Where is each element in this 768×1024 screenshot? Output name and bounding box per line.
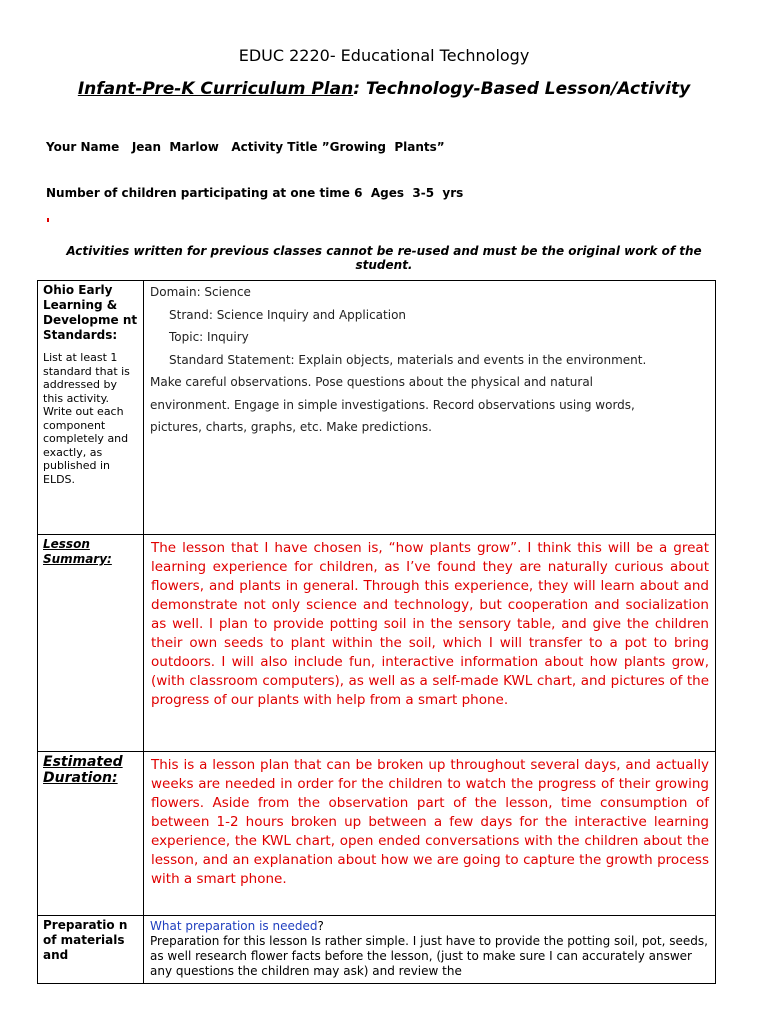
plan-title-main: Infant-Pre-K Curriculum Plan [77, 79, 354, 99]
duration-label-cell [38, 752, 144, 916]
name-activity-line [46, 140, 445, 154]
preparation-question-line [150, 919, 709, 934]
strand-text: Strand: Science Inquiry and Application [169, 307, 407, 322]
activity-title-value: ”Growing Plants” [321, 140, 445, 154]
summary-row [38, 535, 716, 752]
summary-label: Lesson Summary: [43, 537, 112, 566]
standards-instructions: List at least 1 standard that is addressed by this activity. Write out each component completely and exactly, as published in ELDS. [43, 351, 130, 486]
ages-value: 3-5 yrs [412, 186, 464, 200]
children-count-value: 6 [354, 186, 363, 200]
standards-label: Ohio Early Learning & Developme nt Standards: [43, 283, 138, 342]
plan-title-rest: : Technology-Based Lesson/Activity [353, 79, 691, 99]
name-value: Jean Marlow [131, 140, 219, 154]
summary-label-cell [38, 535, 144, 752]
duration-text: This is a lesson plan that can be broken up throughout several days, and actually weeks are needed in order for the children to watch the progress of their growing flowers. Aside from the observation part of the lesson, time consumption of between 1-2 hours broken up between a few days for the interactive learning experience, the KWL chart, open ended conversations with the children about the lesson, and an explanation about how we are going to capture the growth process with a smart phone. [144, 752, 716, 916]
lesson-plan-table [37, 280, 716, 984]
standard-statement-line: Make careful observations. Pose questions about the physical and natural [150, 375, 594, 389]
topic-text: Topic: Inquiry [169, 330, 249, 344]
preparation-content-cell [144, 916, 716, 984]
standard-statement-line: Standard Statement: Explain objects, materials and events in the environment. [169, 352, 647, 367]
course-title: EDUC 2220- Educational Technology [238, 46, 530, 65]
preparation-label: Preparatio n of materials and [43, 918, 128, 962]
standards-content-cell [144, 281, 716, 535]
plan-title [0, 79, 768, 99]
preparation-question-mark: ? [317, 919, 324, 933]
domain-text: Domain: Science [150, 285, 251, 299]
preparation-label-cell [38, 916, 144, 984]
standards-row [38, 281, 716, 535]
standard-statement-line: environment. Engage in simple investigations. Record observations using words, [150, 397, 635, 412]
red-mark [47, 218, 49, 222]
standards-label-cell [38, 281, 144, 535]
summary-text: The lesson that I have chosen is, “how plants grow”. I think this will be a great learning experience for children, as I’ve found they are naturally curious about flowers, and plants in general. Through this experience, they will learn about and demonstrate not only science and technology, but cooperation and socialization as well. I plan to provide potting soil in the sensory table, and give the children their own seeds to plant within the soil, which I will transfer to a pot to bring outdoors. I will also include fun, interactive information about how plants grow, (with classroom computers), as well as a self-made KWL chart, and pictures of the progress of our plants with help from a smart phone. [144, 535, 716, 752]
preparation-question: What preparation is needed [150, 919, 318, 933]
preparation-text: Preparation for this lesson Is rather simple. I just have to provide the potting soil, pot, seeds, as well research flower facts before the lesson, (just to make sure I can accurately answer any questions the children may ask) and review the [150, 934, 708, 978]
children-ages-line [46, 186, 463, 200]
duration-label: Estimated Duration: [43, 754, 123, 786]
standard-statement-line: pictures, charts, graphs, etc. Make predictions. [150, 420, 432, 434]
name-label: Your Name [46, 140, 120, 154]
duration-row [38, 752, 716, 916]
ages-label: Ages [370, 186, 405, 200]
children-count-label: Number of children participating at one time [46, 186, 350, 200]
preparation-row [38, 916, 716, 984]
activity-title-label: Activity Title [231, 140, 318, 154]
originality-notice: Activities written for previous classes cannot be re-used and must be the original work of the student. [66, 244, 702, 272]
